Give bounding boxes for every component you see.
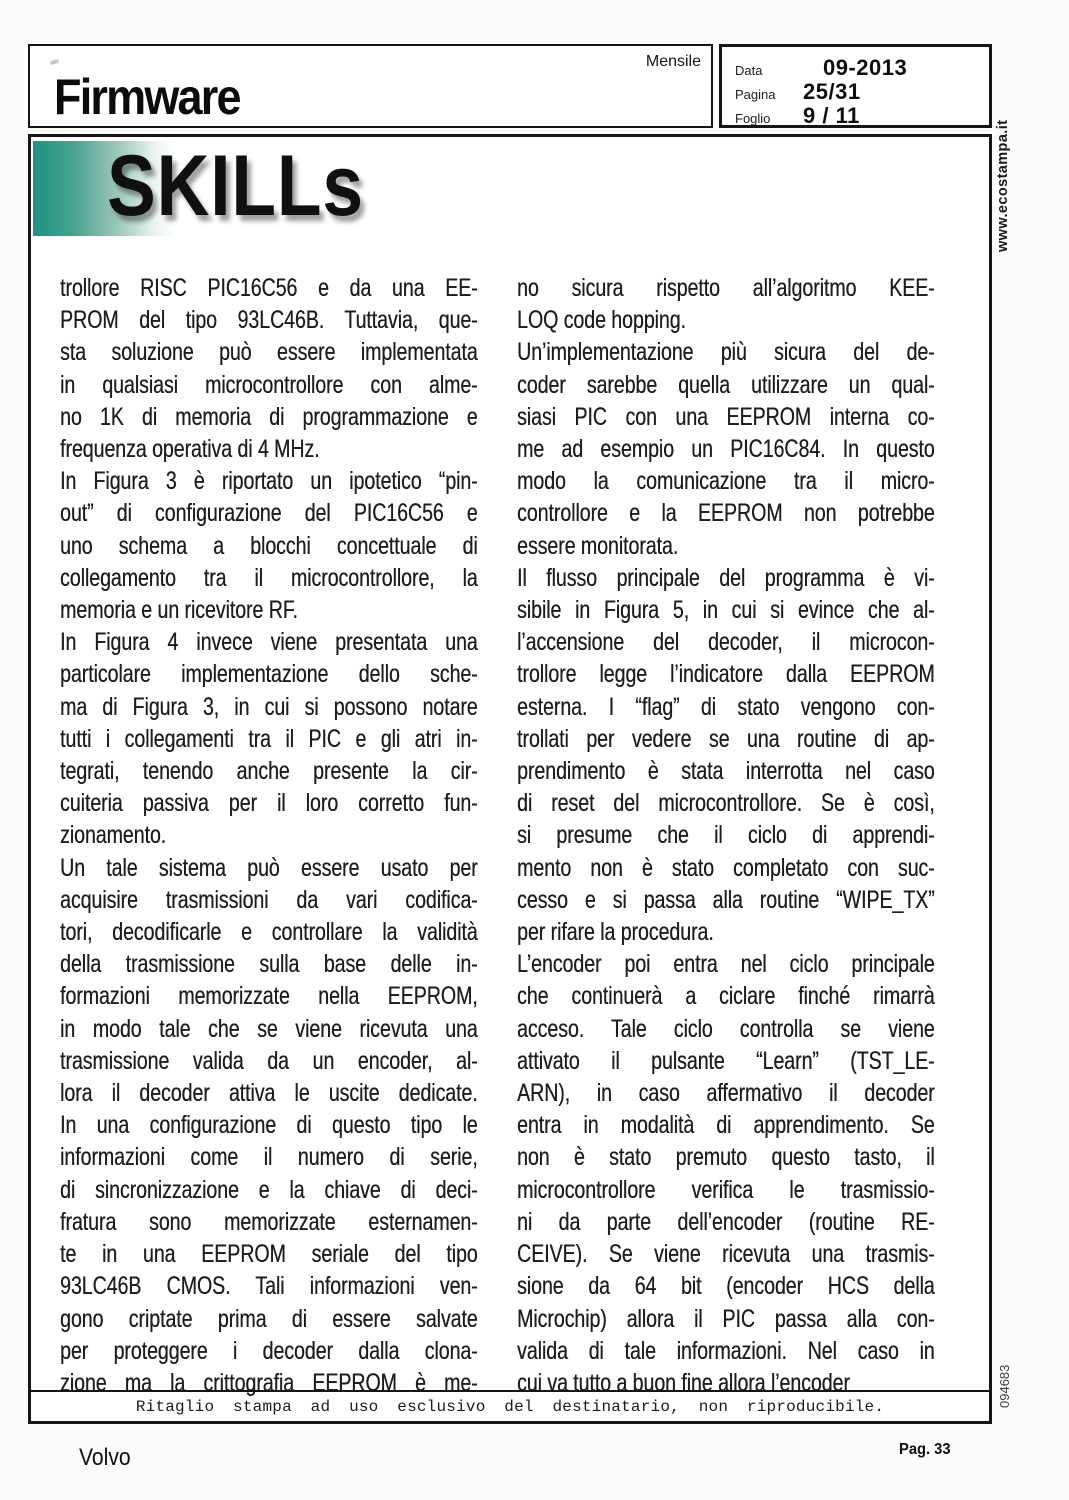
article-column-right xyxy=(517,272,935,1399)
text-line: acquisire trasmissioni da vari codifica- xyxy=(60,885,478,914)
text-line: trollore RISC PIC16C56 e da una EE- xyxy=(60,274,478,302)
meta-row-data xyxy=(735,55,989,79)
text-line: 93LC46B CMOS. Tali informazioni ven- xyxy=(60,1272,478,1301)
text-line: sibile in Figura 5, in cui si evince che al- xyxy=(517,596,935,625)
text-line: Il flusso principale del programma è vi- xyxy=(517,563,935,592)
text-line: di reset del microcontrollore. Se è così, xyxy=(517,789,935,818)
client-name: Volvo xyxy=(79,1444,131,1471)
meta-value-foglio: 9 / 11 xyxy=(803,103,860,128)
meta-label-foglio: Foglio xyxy=(735,111,771,126)
meta-label-data: Data xyxy=(735,63,763,78)
text-line: informazioni come il numero di serie, xyxy=(60,1143,478,1172)
text-line: cesso e si passa alla routine “WIPE_TX” xyxy=(517,885,935,914)
clipping-meta-box xyxy=(719,44,992,128)
text-line: cui va tutto a buon fine allora l’encoder xyxy=(517,1368,850,1397)
text-line: non è stato premuto questo tasto, il xyxy=(517,1143,935,1172)
text-line: gono criptate prima di essere salvate xyxy=(60,1304,478,1333)
text-line: CEIVE). Se viene ricevuta una trasmis- xyxy=(517,1240,935,1269)
text-line: no sicura rispetto all’algoritmo KEE- xyxy=(517,274,935,302)
text-line: per proteggere i decoder dalla clona- xyxy=(60,1336,478,1365)
text-line: che continuerà a ciclare finché rimarrà xyxy=(517,982,935,1011)
text-line: formazioni memorizzate nella EEPROM, xyxy=(60,982,478,1011)
text-line: trollore legge l’indicatore dalla EEPROM xyxy=(517,660,935,689)
text-line: trasmissione valida da un encoder, al- xyxy=(60,1046,478,1075)
page-reference: Pag. 33 xyxy=(899,1441,951,1458)
text-line: collegamento tra il microcontrollore, la xyxy=(60,563,478,592)
text-line: In una configurazione di questo tipo le xyxy=(60,1111,478,1140)
text-line: esterna. I “flag” di stato vengono con- xyxy=(517,692,935,721)
text-line: L’encoder poi entra nel ciclo principale xyxy=(517,950,935,979)
text-line: ARN), in caso affermativo il decoder xyxy=(517,1079,935,1108)
text-line: Un’implementazione più sicura del de- xyxy=(517,338,935,367)
text-line: microcontrollore verifica le trasmissio- xyxy=(517,1175,935,1204)
text-line: attivato il pulsante “Learn” (TST_LE- xyxy=(517,1046,935,1075)
text-line: per rifare la procedura. xyxy=(517,918,714,947)
text-line: trollati per vedere se una routine di ap- xyxy=(517,724,935,753)
article-column-left xyxy=(60,272,478,1399)
article-box xyxy=(28,134,992,1424)
text-line: In Figura 3 è riportato un ipotetico “pin- xyxy=(60,467,478,496)
text-line: lora il decoder attiva le uscite dedicate. xyxy=(60,1079,478,1108)
meta-value-pagina: 25/31 xyxy=(803,79,861,104)
text-line: valida di tale informazioni. Nel caso in xyxy=(517,1336,935,1365)
text-line: essere monitorata. xyxy=(517,531,679,560)
text-line: entra in modalità di apprendimento. Se xyxy=(517,1111,935,1140)
section-logo: SKILLs xyxy=(107,138,364,234)
frequency-label: Mensile xyxy=(645,53,701,70)
scan-artifact xyxy=(50,59,60,66)
text-line: acceso. Tale ciclo controlla se viene xyxy=(517,1014,935,1043)
text-line: no 1K di memoria di programmazione e xyxy=(60,402,478,431)
text-line: Un tale sistema può essere usato per xyxy=(60,853,478,882)
text-line: prendimento è stata interrotta nel caso xyxy=(517,757,935,786)
text-line: tutti i collegamenti tra il PIC e gli atri in- xyxy=(60,724,478,753)
watermark-vertical-text: www.ecostampa.it xyxy=(995,119,1011,252)
text-line: zione ma la crittografia EEPROM è me- xyxy=(60,1368,478,1397)
text-line: di sincronizzazione e la chiave di deci- xyxy=(60,1175,478,1204)
disclaimer-strip xyxy=(31,1390,989,1421)
text-line: te in una EEPROM seriale del tipo xyxy=(60,1240,478,1269)
text-line: sione da 64 bit (encoder HCS della xyxy=(517,1272,935,1301)
text-line: Microchip) allora il PIC passa alla con- xyxy=(517,1304,935,1333)
publication-logo: Firmware xyxy=(54,69,240,125)
text-line: mento non è stato completato con suc- xyxy=(517,853,935,882)
text-line: me ad esempio un PIC16C84. In questo xyxy=(517,435,935,464)
meta-row-foglio xyxy=(735,103,989,127)
text-line: ni da parte dell’encoder (routine RE- xyxy=(517,1207,935,1236)
masthead-box xyxy=(28,44,713,128)
clipping-code-vertical-text: 094683 xyxy=(997,1364,1012,1408)
meta-value-data: 09-2013 xyxy=(823,55,908,80)
text-line: fratura sono memorizzate esternamen- xyxy=(60,1207,478,1236)
text-line: si presume che il ciclo di apprendi- xyxy=(517,821,935,850)
text-line: PROM del tipo 93LC46B. Tuttavia, que- xyxy=(60,306,478,335)
text-line: in modo tale che se viene ricevuta una xyxy=(60,1014,478,1043)
text-line: frequenza operativa di 4 MHz. xyxy=(60,435,320,464)
meta-label-pagina: Pagina xyxy=(735,87,776,102)
text-line: LOQ code hopping. xyxy=(517,306,686,335)
text-line: zionamento. xyxy=(60,821,167,850)
disclaimer-text: Ritaglio stampa ad uso esclusivo del destinatario, non riproducibile. xyxy=(135,1397,885,1416)
text-line: in qualsiasi microcontrollore con alme- xyxy=(60,370,478,399)
text-line: particolare implementazione dello sche- xyxy=(60,660,478,689)
text-line: tori, decodificarle e controllare la validità xyxy=(60,918,478,947)
text-line: modo la comunicazione tra il micro- xyxy=(517,467,935,496)
text-line: l’accensione del decoder, il microcon- xyxy=(517,628,935,657)
meta-row-pagina xyxy=(735,79,989,103)
text-line: ma di Figura 3, in cui si possono notare xyxy=(60,692,478,721)
text-line: coder sarebbe quella utilizzare un qual- xyxy=(517,370,935,399)
text-line: out” di configurazione del PIC16C56 e xyxy=(60,499,478,528)
text-line: sta soluzione può essere implementata xyxy=(60,338,478,367)
text-line: tegrati, tenendo anche presente la cir- xyxy=(60,757,478,786)
text-line: uno schema a blocchi concettuale di xyxy=(60,531,478,560)
text-line: In Figura 4 invece viene presentata una xyxy=(60,628,478,657)
text-line: cuiteria passiva per il loro corretto fun- xyxy=(60,789,478,818)
text-line: della trasmissione sulla base delle in- xyxy=(60,950,478,979)
text-line: controllore e la EEPROM non potrebbe xyxy=(517,499,935,528)
text-line: memoria e un ricevitore RF. xyxy=(60,596,298,625)
text-line: siasi PIC con una EEPROM interna co- xyxy=(517,402,935,431)
